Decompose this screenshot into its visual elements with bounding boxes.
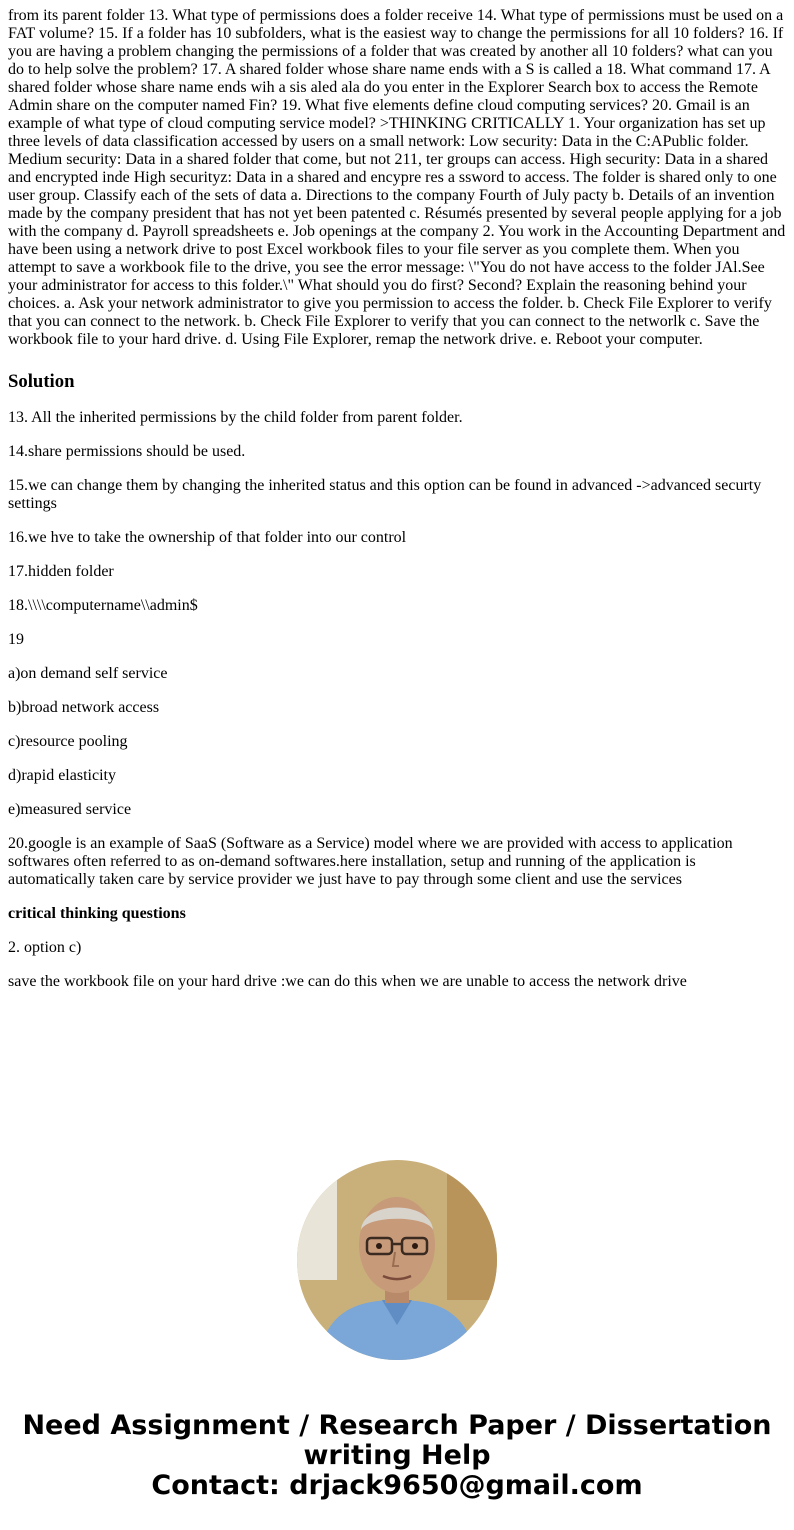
answer-18: 18.\\\\computername\\admin$ <box>8 597 198 614</box>
answer-19-d: d)rapid elasticity <box>8 767 116 784</box>
answer-14: 14.share permissions should be used. <box>8 443 246 460</box>
solution-answers <box>8 409 786 991</box>
avatar <box>297 1160 497 1360</box>
critical-explanation: save the workbook file on your hard drive :we can do this when we are unable to access the network drive <box>8 973 687 990</box>
answer-19-a: a)on demand self service <box>8 665 168 682</box>
answer-13: 13. All the inherited permissions by the child folder from parent folder. <box>8 409 463 426</box>
answer-19-e: e)measured service <box>8 801 132 818</box>
critical-answer: 2. option c) <box>8 939 82 956</box>
footer-banner <box>0 1411 794 1501</box>
answer-19-number: 19 <box>8 631 24 648</box>
answer-19-c: c)resource pooling <box>8 733 128 750</box>
answer-16: 16.we hve to take the ownership of that folder into our control <box>8 529 407 546</box>
answer-20: 20.google is an example of SaaS (Software as a Service) model where we are provided with access to application softwares often referred to as on-demand softwares.here installation, setup and running of the application is automatically taken care by service provider we just have to pay through some client and use the services <box>8 835 733 888</box>
avatar-portrait-image <box>297 1160 497 1360</box>
footer-contact: Contact: drjack9650@gmail.com <box>151 1470 643 1501</box>
footer-line-2: writing Help <box>303 1440 491 1471</box>
footer-line-1: Need Assignment / Research Paper / Dissertation <box>22 1410 772 1441</box>
question-text: from its parent folder 13. What type of permissions does a folder receive 14. What type of permissions must be used on a FAT volume? 15. If a folder has 10 subfolders, what is the easiest way to change the permissions for all 10 folders? 16. If you are having a problem changing the permissions of a folder that was created by another all 10 folders? what can you do to help solve the problem? 17. A shared folder whose share name ends with a S is called a 18. What command 17. A shared folder whose share name ends wih a sis aled ala do you enter in the Explorer Search box to access the Remote Admin share on the computer named Fin? 19. What five elements define cloud computing services? 20. Gmail is an example of what type of cloud computing service model? >THINKING CRITICALLY 1. Your organization has set up three levels of data classification accessed by users on a small network: Low security: Data in the C:APublic folder. Medium security: Data in a shared folder that come, but not 211, ter groups can access. High security: Data in a shared and encrypted inde High securityz: Data in a shared and encypre res a ssword to access. The folder is shared only to one user group. Classify each of the sets of data a. Directions to the company Fourth of July pacty b. Details of an invention made by the company president that has not yet been patented c. Résumés presented by several people applying for a job with the company d. Payroll spreadsheets e. Job openings at the company 2. You work in the Accounting Department and have been using a network drive to post Excel workbook files to your file server as you complete them. When you attempt to save a workbook file to the drive, you see the error message: \"You do not have access to the folder JAl.See your administrator for access to this folder.\" What should you do first? Second? Explain the reasoning behind your choices. a. Ask your network administrator to give you permission to access the folder. b. Check File Explorer to verify that you can connect to the network. b. Check File Explorer to verify that you can connect to the networlk c. Save the workbook file to your hard drive. d. Using File Explorer, remap the network drive. e. Reboot your computer. <box>8 7 786 348</box>
answer-19-b: b)broad network access <box>8 699 160 716</box>
answer-15: 15.we can change them by changing the inherited status and this option can be found in advanced ->advanced securty settings <box>8 477 762 512</box>
solution-heading: Solution <box>8 371 75 392</box>
answer-17: 17.hidden folder <box>8 563 114 580</box>
critical-thinking-heading: critical thinking questions <box>8 905 186 922</box>
